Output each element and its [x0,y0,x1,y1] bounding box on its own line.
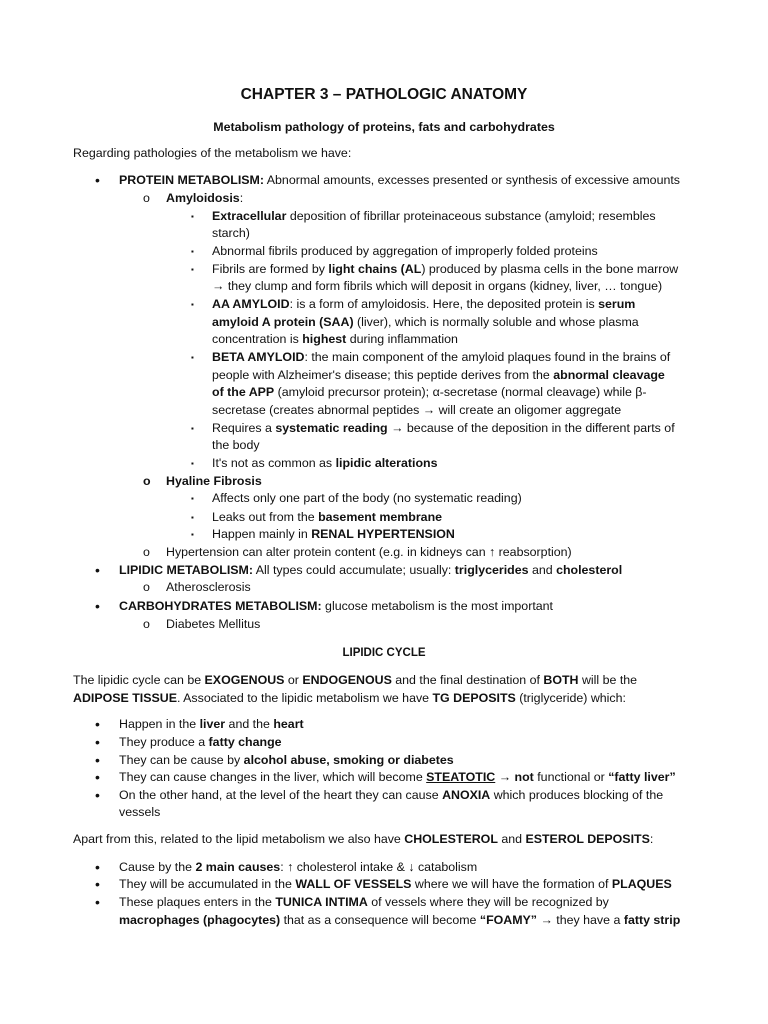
bullet-marker: • [95,562,100,578]
circle-marker: o [143,617,150,631]
beta-amyloid: BETA AMYLOID: the main component of the amyloid plaques found in the brains of [212,350,671,364]
chol-main-causes: Cause by the 2 main causes: ↑ cholesterol intake & ↓ catabolism [119,860,478,874]
atherosclerosis-item: Atherosclerosis [166,580,251,594]
tg-fatty-change: They produce a fatty change [119,735,282,749]
section-subtitle: Metabolism pathology of proteins, fats and carbohydrates [213,120,555,134]
protein-metabolism-text: Abnormal amounts, excesses presented or synthesis of excessive amounts [264,173,680,187]
hyaline-renal: Happen mainly in RENAL HYPERTENSION [212,527,455,541]
lipidic-cycle-paragraph-cont: ADIPOSE TISSUE. Associated to the lipidic metabolism we have TG DEPOSITS (triglyceride) which: [73,691,626,705]
tg-anoxia: On the other hand, at the level of the heart they can cause ANOXIA which produces blocking of the [119,788,664,802]
square-marker: ▪ [191,494,194,503]
aa-amyloid: AA AMYLOID: is a form of amyloidosis. Here, the deposited protein is serum [212,297,636,311]
carbohydrates-metabolism-item: CARBOHYDRATES METABOLISM: glucose metabolism is the most important [119,599,553,613]
amyloid-light-chains-cont: → they clump and form fibrils which will deposit in organs (kidney, liver, … tongue) [212,279,663,293]
aa-amyloid-cont: amyloid A protein (SAA) (liver), which is normally soluble and whose plasma [212,315,639,329]
chapter-title: CHAPTER 3 – PATHOLOGIC ANATOMY [240,86,528,103]
not-as-common: It's not as common as lipidic alterations [212,456,438,470]
amyloidosis-heading: Amyloidosis [166,191,240,205]
lipidic-cycle-paragraph: The lipidic cycle can be EXOGENOUS or ENDOGENOUS and the final destination of BOTH will be the [73,673,638,687]
square-marker: ▪ [191,300,194,309]
bullet-marker: • [95,894,100,910]
circle-marker: o [143,545,150,559]
tg-anoxia-cont: vessels [119,805,161,819]
hyaline-fibrosis-heading: Hyaline Fibrosis [166,474,262,488]
tg-causes: They can be cause by alcohol abuse, smoking or diabetes [119,753,454,767]
amyloid-abnormal-fibrils: Abnormal fibrils produced by aggregation of improperly folded proteins [212,244,598,258]
beta-amyloid-cont2: of the APP (amyloid precursor protein); α-secretase (normal cleavage) while β- [212,385,647,399]
circle-marker: o [143,191,150,205]
bullet-marker: • [95,172,100,188]
bullet-marker: • [95,734,100,750]
lipidic-cycle-heading: LIPIDIC CYCLE [342,647,426,659]
beta-amyloid-cont: people with Alzheimer's disease; this peptide derives from the abnormal cleavage [212,368,665,382]
bullet-marker: • [95,787,100,803]
square-marker: ▪ [191,424,194,433]
intro-text: Regarding pathologies of the metabolism we have: [73,146,352,160]
bullet-marker: • [95,716,100,732]
amyloid-extracellular-cont: starch) [212,226,250,240]
protein-metabolism-item [119,172,680,189]
bullet-marker: • [95,876,100,892]
chol-tunica-intima-cont: macrophages (phagocytes) that as a consequence will become “FOAMY” → they have a fatty strip [119,913,681,927]
square-marker: ▪ [191,459,194,468]
amyloidosis-item: Amyloidosis: [166,191,244,205]
protein-metabolism-heading: PROTEIN METABOLISM: [119,173,265,187]
square-marker: ▪ [191,513,194,522]
hyaline-affects: Affects only one part of the body (no systematic reading) [212,491,522,505]
bullet-marker: • [95,859,100,875]
tg-liver-heart: Happen in the liver and the heart [119,717,304,731]
amyloid-extracellular: Extracellular deposition of fibrillar proteinaceous substance (amyloid; resembles [212,209,656,223]
bullet-marker: • [95,752,100,768]
hyaline-leaks: Leaks out from the basement membrane [212,510,443,524]
amyloid-light-chains: Fibrils are formed by light chains (AL) produced by plasma cells in the bone marrow [212,262,679,276]
circle-marker: o [143,474,151,488]
chol-tunica-intima: These plaques enters in the TUNICA INTIMA of vessels where they will be recognized by [119,895,609,909]
circle-marker: o [143,580,150,594]
bullet-marker: • [95,769,100,785]
tg-steatotic: They can cause changes in the liver, which will become STEATOTIC → not functional or “fatty liver” [119,770,676,784]
square-marker: ▪ [191,247,194,256]
bullet-marker: • [95,598,100,614]
square-marker: ▪ [191,353,194,362]
beta-amyloid-cont3: secretase (creates abnormal peptides → will create an oligomer aggregate [212,403,622,417]
square-marker: ▪ [191,265,194,274]
cholesterol-paragraph: Apart from this, related to the lipid metabolism we also have CHOLESTEROL and ESTEROL DEPOSITS: [73,832,654,846]
diabetes-item: Diabetes Mellitus [166,617,261,631]
chol-wall-of-vessels: They will be accumulated in the WALL OF VESSELS where we will have the formation of PLAQUES [119,877,672,891]
hypertension-item: Hypertension can alter protein content (e.g. in kidneys can ↑ reabsorption) [166,545,572,559]
systematic-reading-cont: the body [212,438,260,452]
aa-amyloid-cont2: concentration is highest during inflammation [212,332,458,346]
square-marker: ▪ [191,212,194,221]
square-marker: ▪ [191,530,194,539]
lipidic-metabolism-item: LIPIDIC METABOLISM: All types could accumulate; usually: triglycerides and cholesterol [119,563,623,577]
systematic-reading: Requires a systematic reading → because of the deposition in the different parts of [212,421,675,435]
